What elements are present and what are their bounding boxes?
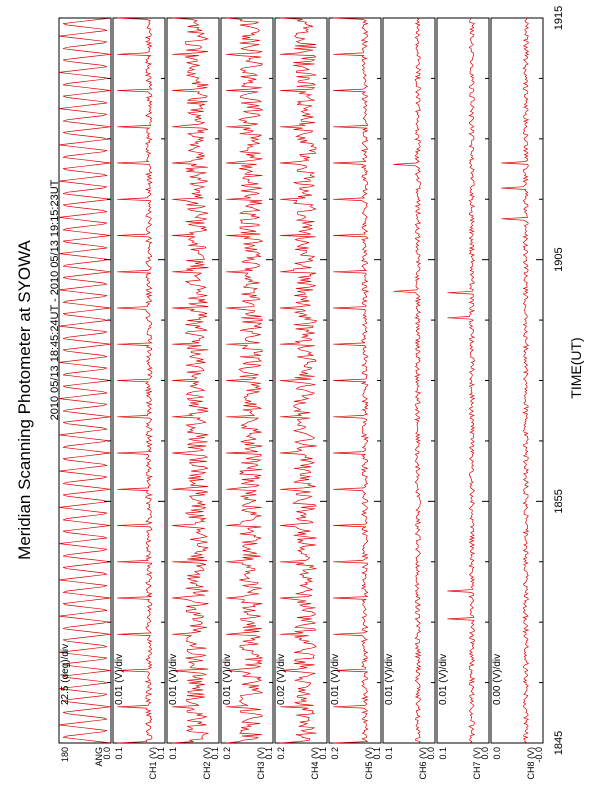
series-trace	[172, 18, 208, 743]
series-trace	[447, 18, 474, 743]
y-tick-label-high: 0.2	[222, 747, 232, 760]
panel-scale: 0.00 (V)/div	[492, 653, 503, 705]
panel-name: CH3 (V)	[256, 747, 266, 780]
y-tick-label-low: 0.1	[318, 747, 328, 760]
series-trace	[501, 18, 528, 743]
panel-3	[167, 18, 220, 780]
y-tick-label-high: 0.1	[384, 747, 394, 760]
panel-2	[113, 18, 166, 780]
panel-scale: 0.01 (V)/div	[330, 653, 341, 705]
panel-name: CH1 (V)	[148, 747, 158, 780]
y-tick-label-high: 0.1	[168, 747, 178, 760]
panel-scale: 22.5 (deg)/div	[60, 643, 71, 705]
y-tick-label-high: 0.1	[438, 747, 448, 760]
panel-name: CH8 (V)	[526, 747, 536, 780]
panel-1	[59, 18, 112, 767]
x-tick-label: 1845	[553, 730, 565, 756]
series-trace	[280, 18, 316, 743]
chart-title: Meridian Scanning Photometer at SYOWA	[15, 240, 34, 560]
y-tick-label-high: 180	[60, 747, 70, 763]
y-tick-label-low: 0.1	[210, 747, 220, 760]
panel-scale: 0.01 (V)/div	[222, 653, 233, 705]
panel-frame	[383, 18, 435, 743]
y-tick-label-high: 0.2	[276, 747, 286, 760]
panel-5	[275, 18, 328, 780]
y-tick-label-low: 0.1	[372, 747, 382, 760]
panel-4	[221, 18, 274, 780]
panel-frame	[59, 18, 111, 743]
panel-7	[383, 18, 436, 780]
y-tick-label-high: 0.0	[492, 747, 502, 760]
y-tick-label-low: 0.1	[156, 747, 166, 760]
panel-scale: 0.01 (V)/div	[438, 653, 449, 705]
panels-group	[59, 18, 544, 780]
series-trace	[226, 18, 262, 743]
series-trace	[59, 18, 111, 743]
panel-name: ANG	[94, 747, 104, 767]
y-tick-label-high: 0.1	[114, 747, 124, 760]
panel-scale: 0.01 (V)/div	[168, 653, 179, 705]
x-axis-label: TIME(UT)	[568, 337, 584, 399]
panel-name: CH5 (V)	[364, 747, 374, 780]
panel-name: CH2 (V)	[202, 747, 212, 780]
panel-name: CH7 (V)	[472, 747, 482, 780]
panel-9	[491, 18, 544, 780]
x-tick-label: 1915	[553, 5, 565, 31]
panel-name: CH4 (V)	[310, 747, 320, 780]
y-tick-label-low: 0.0	[426, 747, 436, 760]
panel-frame	[437, 18, 489, 743]
chart-subtitle: 2010 05/13 18:45:24UT - 2010 05/13 19:15:23UT	[49, 179, 61, 421]
panel-scale: 0.02 (V)/div	[276, 653, 287, 705]
panel-scale: 0.01 (V)/div	[114, 653, 125, 705]
panel-frame	[491, 18, 543, 743]
panel-scale: 0.01 (V)/div	[384, 653, 395, 705]
y-tick-label-low: 0.0	[480, 747, 490, 760]
panel-8	[437, 18, 490, 780]
series-trace	[393, 18, 420, 743]
panel-6	[329, 18, 382, 780]
y-tick-label-high: 0.2	[330, 747, 340, 760]
y-tick-label-low: 0.0	[102, 747, 112, 760]
x-tick-label: 1905	[553, 247, 565, 272]
x-tick-label: 1855	[553, 489, 565, 514]
y-tick-label-low: -0.0	[534, 747, 544, 763]
y-tick-label-low: 0.1	[264, 747, 274, 760]
series-trace	[117, 18, 152, 743]
series-trace	[333, 18, 368, 743]
panel-name: CH6 (V)	[418, 747, 428, 780]
